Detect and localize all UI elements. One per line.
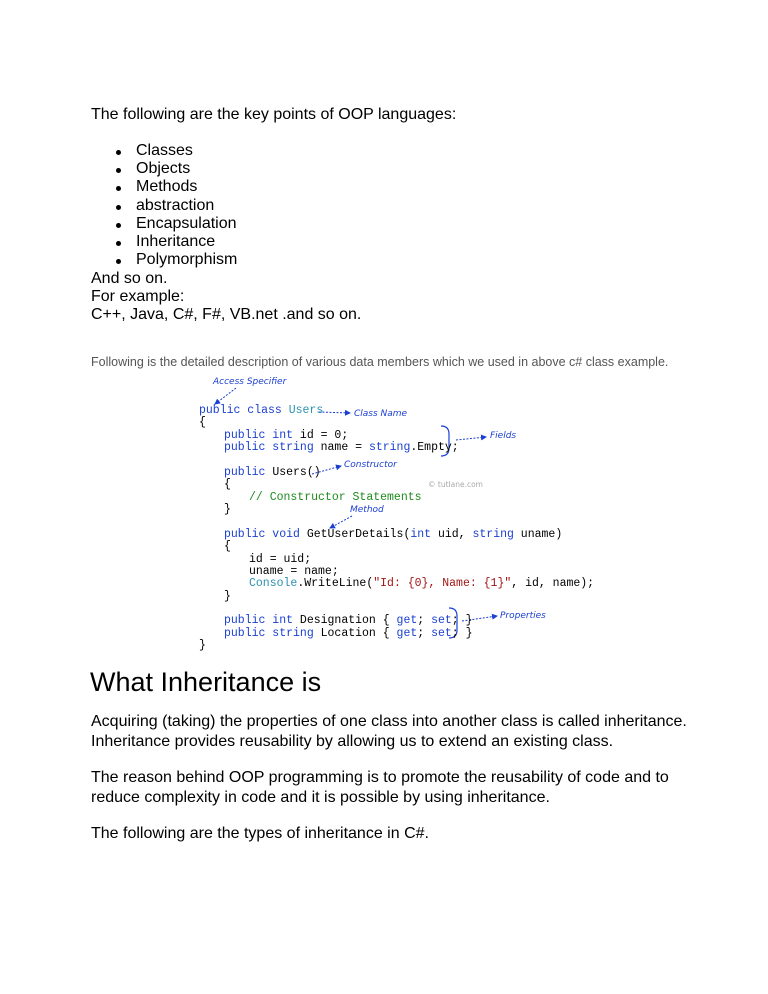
code-token: id = 0; [293, 429, 349, 442]
code-token: Location { [313, 627, 397, 640]
code-token: ; } [451, 627, 473, 640]
code-line: { [224, 540, 231, 553]
code-token: public [224, 466, 266, 479]
paragraph: Acquiring (taking) the properties of one class into another class is called inheritance. Inheritance provides reusability by allowing us to extend an existing class. [91, 713, 687, 750]
code-line: } [224, 590, 231, 603]
code-token: public string [224, 627, 314, 640]
code-token: ; } [451, 614, 473, 627]
code-token: ; [417, 614, 432, 627]
arrow-access-specifier [215, 388, 236, 404]
code-token: Designation { [293, 614, 397, 627]
code-line: { [224, 478, 231, 491]
list-item: Methods [111, 178, 237, 196]
list-item: Polymorphism [111, 251, 237, 269]
list-item: abstraction [111, 197, 237, 215]
annotation-fields: Fields [490, 431, 517, 441]
code-line: id = uid; [249, 553, 312, 566]
list-item: Encapsulation [111, 215, 237, 233]
code-token: set [431, 614, 452, 627]
examples-block [91, 270, 361, 325]
code-token: set [431, 627, 452, 640]
and-so-on-text: And so on. [91, 270, 168, 287]
code-token: .WriteLine( [297, 577, 374, 590]
code-token: string [368, 441, 411, 454]
code-token: public string [224, 441, 314, 454]
code-token: ; [417, 627, 432, 640]
brace-fields [441, 426, 449, 456]
code-token: string [472, 528, 514, 541]
languages-text: C++, Java, C#, F#, VB.net .and so on. [91, 306, 362, 324]
code-token: uname) [513, 528, 563, 541]
code-token: , id, name); [511, 577, 595, 590]
code-token: "Id: {0}, Name: {1}" [373, 577, 512, 590]
for-example-text: For example: [91, 288, 185, 306]
code-token: Console [249, 577, 298, 590]
code-token: get [396, 614, 418, 627]
section-heading: What Inheritance is [90, 667, 322, 697]
code-token: .Empty; [410, 441, 459, 454]
code-token: Users() [265, 466, 321, 479]
code-line: } [224, 503, 231, 516]
annotation-properties: Properties [500, 611, 546, 621]
paragraph: The following are the types of inheritance in C#. [91, 825, 429, 842]
code-token: public class [199, 404, 289, 417]
code-token: get [396, 627, 418, 640]
code-token: Users [288, 404, 324, 417]
code-token: public int [224, 614, 294, 627]
brace-properties [449, 608, 457, 638]
code-snippet [199, 404, 595, 654]
code-line: } [199, 639, 206, 652]
code-token: int [410, 528, 432, 541]
arrow-constructor [312, 466, 341, 474]
list-item: Classes [111, 142, 237, 160]
annotation-class-name: Class Name [354, 409, 408, 419]
code-token: public int [224, 429, 294, 442]
list-item: Inheritance [111, 233, 237, 251]
code-token: name = [313, 441, 369, 454]
watermark: © tutlane.com [428, 480, 483, 489]
annotation-constructor: Constructor [344, 460, 397, 470]
intro-text: The following are the key points of OOP languages: [91, 106, 457, 123]
code-token: public void [224, 528, 300, 541]
code-line: uname = name; [249, 565, 339, 578]
annotation-access-specifier: Access Specifier [213, 377, 287, 387]
diagram-description: Following is the detailed description of various data members which we used in above c# class example. [91, 354, 669, 369]
code-line: { [199, 416, 206, 429]
arrow-properties [462, 616, 497, 621]
paragraph: The reason behind OOP programming is to promote the reusability of code and to reduce complexity in code and it is possible by using inheritance. [91, 769, 669, 806]
list-item: Objects [111, 160, 237, 178]
oop-key-points-list [111, 142, 237, 269]
arrow-method [330, 516, 352, 528]
arrow-class-name [319, 412, 350, 413]
annotation-method: Method [350, 505, 384, 515]
arrow-fields [456, 437, 486, 440]
code-comment: // Constructor Statements [249, 491, 422, 504]
code-token: uid, [431, 528, 473, 541]
code-token: GetUserDetails( [299, 528, 411, 541]
